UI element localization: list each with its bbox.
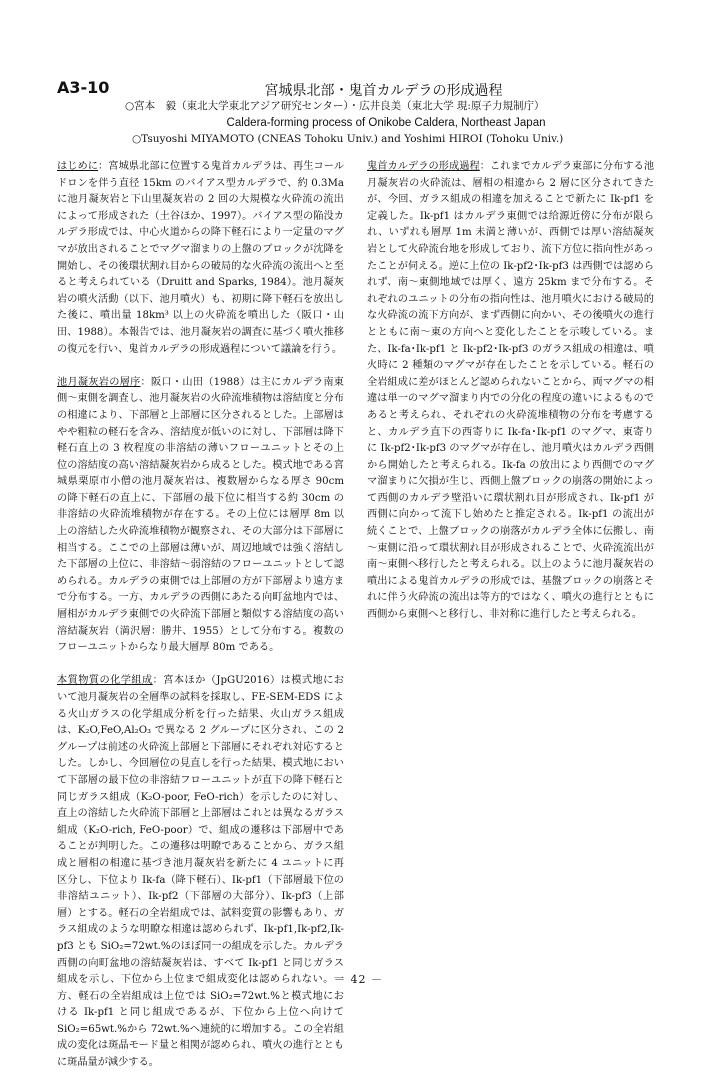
section-caldera-formation <box>367 159 654 624</box>
authors-english: ○Tsuyoshi MIYAMOTO (CNEAS Tohoku Univ.) and Yoshimi HIROI (Tohoku Univ.) <box>132 133 564 145</box>
right-column <box>367 159 654 640</box>
section-body: ：宮城県北部に位置する鬼首カルデラは、再生コールドロンを伴う直径 15km のバイアス型カルデラで、約 0.3Ma に池月凝灰岩と下山里凝灰岩の 2 回の大規模な火砕流の流出によって形成された（土谷ほか、1997）。バイアス型の陥没カルデラ形成では、中心火道からの降下軽石により一定量のマグマが放出されることでマグマ溜まりの上盤のブロックが沈降を開始し、その後環状割れ目からの破局的な火砕流の流出へと至ると考えられている（Druitt and Sparks, 1984）。池月凝灰岩の噴火活動（以下、池月噴火）も、初期に降下軽石を放出した後に、噴出量 18km³ 以上の火砕流を噴出した（阪口・山田、1988）。本報告では、池月凝灰岩の調査に基づく噴火推移の復元を行い、鬼首カルデラの形成過程について議論を行う。 <box>57 161 345 355</box>
authors-japanese: ○宮本 毅（東北大学東北アジア研究センター）・広井良美（東北大学 現:原子力規制庁） <box>125 100 545 112</box>
page-number: － 42 － <box>334 973 383 986</box>
title-japanese: 宮城県北部・鬼首カルデラの形成過程 <box>264 83 503 99</box>
section-heading: はじめに <box>57 161 99 172</box>
section-heading: 池月凝灰岩の層序 <box>57 376 141 388</box>
section-body: ：これまでカルデラ東部に分布する池月凝灰岩の火砕流は、層相の相違から 2 層に区分されてきたが、今回、ガラス組成の相違を加えることで新たに Ik-pf1 を定義した。Ik-pf1 はカルデラ東側では给源近傍に分布が限られ、いずれも層厚 1m 未満と薄いが、西側では厚い溶結凝灰岩として火砕流台地を形成しており、流下方位に指向性があったことが伺える。逆に上位の Ik-pf2･Ik-pf3 は西側では認められず、南～東側地域では厚く、遠方 25km まで分布する。それぞれのユニットの分布の指向性は、池月噴火における破局的な火砕流の流下方向が、まず西側に向かい、その後噴火の進行とともに南～東の方向へと変化したことを示唆している。また、Ik-fa･Ik-pf1 と Ik-pf2･Ik-pf3 のガラス組成の相違は、噴火時に 2 種類のマグマが存在したことを示している。軽石の全岩組成に差がほとんど認められないことから、両マグマの相違は単一のマグマ溜まり内での分化の程度の違いによるものであると考えられ、それぞれの火砕流堆積物の分布を考慮すると、カルデラ直下の西寄りに Ik-fa･Ik-pf1 のマグマ、東寄りに Ik-pf2･Ik-pf3 のマグマが存在し、池月噴火はカルデラ西側から開始したと考えられる。Ik-fa の放出により西側でのマグマ溜まりに欠損が生じ、西側上盤ブロックの崩落の開始によって西側のカルデラ壁沿いに環状割れ目が形成され、Ik-pf1 が西側に向かって流下し始めたと推定される。Ik-pf1 の流出が続くことで、上盤ブロックの崩落がカルデラ全体に伝搬し、南～東側に沿って環状割れ目が形成されることで、火砕流流出が南～東側へ移行したと考えられる。以上のように池月凝灰岩の噴出による鬼首カルデラの形成では、基盤ブロックの崩落とそれに伴う火砕流の流出は等方的ではなく、噴火の進行とともに西側から東側へと移行し、非対称に進行したと考えられる。 <box>367 161 655 621</box>
section-heading: 鬼首カルデラの形成過程 <box>367 161 480 172</box>
title-english: Caldera-forming process of Onikobe Caldera, Northeast Japan <box>226 117 546 129</box>
section-stratigraphy <box>57 375 344 657</box>
section-body: ：阪口・山田（1988）は主にカルデラ南東側～東側を調査し、池月凝灰岩の火砕流堆積物は溶結度と分布の相違により、下部層と上部層に区分されるとした。上部層はやや粗粒の軽石を含み、溶結度が低いのに対し、下部層は降下軽石直上の 3 枚程度の非溶結の薄いフローユニットとその上位の溶結度の高い溶結凝灰岩から成るとした。模式地である宮城県栗原市小僧の池月凝灰岩は、複数層からなる厚さ 90cm の降下軽石の直上に、下部層の最下位に相当する約 30cm の非溶結の火砕流堆積物が存在する。その上位には層厚 8m 以上の溶結した火砕流堆積物が観察され、その大部分は下部層に相当する。ここでの上部層は薄いが、周辺地域では強く溶結した下部層の上位に、非溶結～弱溶結のフローユニットとして認められる。カルデラの東側では上部層の方が下部層より遠方まで分布する。一方、カルデラの西側にあたる向町盆地内では、層相がカルデラ東側での火砕流下部層と類似する溶結度の高い溶結凝灰岩（満沢層：勝井、1955）として分布する。複数のフローユニットからなり最大層厚 80m である。 <box>57 376 344 654</box>
section-introduction <box>57 159 344 358</box>
section-body: ：宮本ほか（JpGU2016）は模式地において池月凝灰岩の全層準の試料を採取し、FE-SEM-EDS による火山ガラスの化学組成分析を行った結果、火山ガラス組成は、K₂O,FeO,Al₂O₃ で異なる 2 グループに区分され、この 2 グループは前述の火砕流上部層と下部層にそれぞれ対応するとした。しかし、今回層位の見直しを行った結果、模式地において下部層の最下位の非溶結フローユニットが直下の降下軽石と同じガラス組成（K₂O-poor, FeO-rich）を示したのに対し、直上の溶結した火砕流下部層と上部層はこれとは異なるガラス組成（K₂O-rich, FeO-poor）で、組成の遷移は下部層中であることが判明した。この遷移は明瞭であることから、ガラス組成と層相の相違に基づき池月凝灰岩を新たに 4 ユニットに再区分し、下位より Ik-fa（降下軽石）、Ik-pf1（下部層最下位の非溶結ユニット）、Ik-pf2（下部層の大部分）、Ik-pf3（上部層）とする。軽石の全岩組成では、試料変質の影響もあり、ガラス組成のような明瞭な相違は認められず、Ik-pf1,Ik-pf2,Ik-pf3 とも SiO₂=72wt.%のほぼ同一の組成を示した。カルデラ西側の向町盆地の溶結凝灰岩は、すべて Ik-pf1 と同じガラス組成を示し、下位から上位まで組成変化は認められない。一方、軽石の全岩組成は上位では SiO₂=72wt.%と模式地における Ik-pf1 と同じ組成であるが、下位から上位へ向けて SiO₂=65wt.%から 72wt.%へ連続的に増加する。この全岩組成の変化は斑晶モード量と相関が認められ、噴火の進行とともに斑晶量が減少する。 <box>57 675 344 1069</box>
paper-id: A3-10 <box>57 78 110 97</box>
left-column <box>57 159 344 1088</box>
section-heading: 本質物質の化学組成 <box>57 675 153 687</box>
